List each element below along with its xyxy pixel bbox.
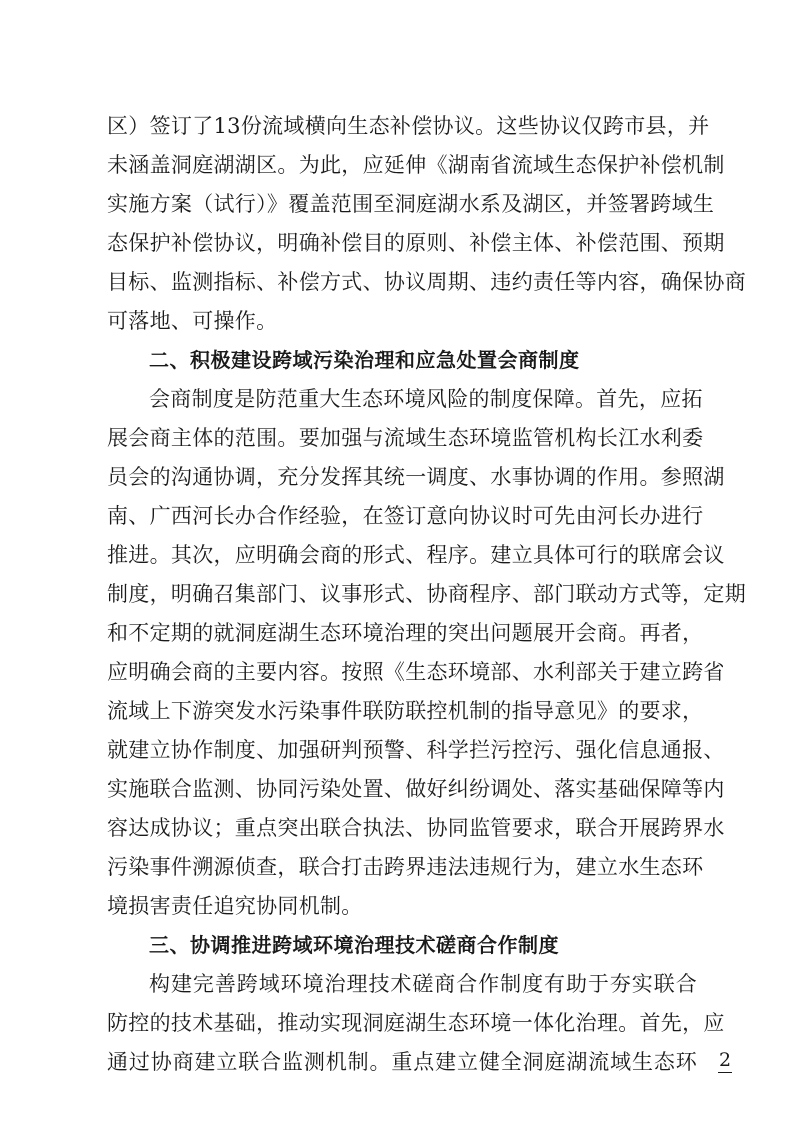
paragraph-2-line-13: 污染事件溯源侦查，联合打击跨界违法违规行为，建立水生态环 xyxy=(107,855,704,879)
paragraph-2-line-14: 境损害责任追究协同机制。 xyxy=(107,894,363,918)
paragraph-2-line-5: 推进。其次，应明确会商的形式、程序。建立具体可行的联席会议 xyxy=(107,543,725,567)
paragraph-1-line-3: 实施方案（试行）》覆盖范围至洞庭湖水系及湖区，并签署跨域生 xyxy=(107,192,715,216)
paragraph-2-line-7: 和不定期的就洞庭湖生态环境治理的突出问题展开会商。再者， xyxy=(107,621,704,645)
section-heading-3: 三、协调推进跨域环境治理技术磋商合作制度 xyxy=(149,933,559,957)
paragraph-1-line-2: 未涵盖洞庭湖湖区。为此，应延伸《湖南省流域生态保护补偿机制 xyxy=(107,153,725,177)
paragraph-3-line-2: 防控的技术基础，推动实现洞庭湖生态环境一体化治理。首先，应 xyxy=(107,1011,725,1035)
paragraph-1-line-5: 目标、监测指标、补偿方式、协议周期、违约责任等内容，确保协商 xyxy=(107,270,746,294)
paragraph-2-line-10: 就建立协作制度、加强研判预警、科学拦污控污、强化信息通报、 xyxy=(107,738,725,762)
paragraph-2-line-11: 实施联合监测、协同污染处置、做好纠纷调处、落实基础保障等内 xyxy=(107,777,725,801)
paragraph-1-line-4: 态保护补偿协议，明确补偿目的原则、补偿主体、补偿范围、预期 xyxy=(107,231,725,255)
paragraph-2-line-12: 容达成协议；重点突出联合执法、协同监管要求，联合开展跨界水 xyxy=(107,816,725,840)
paragraph-2-line-3: 员会的沟通协调，充分发挥其统一调度、水事协调的作用。参照湖 xyxy=(107,465,725,489)
paragraph-2-line-9: 流域上下游突发水污染事件联防联控机制的指导意见》的要求， xyxy=(107,699,704,723)
page-number: 2 xyxy=(719,1049,732,1071)
paragraph-2-line-4: 南、广西河长办合作经验，在签订意向协议时可先由河长办进行 xyxy=(107,504,704,528)
paragraph-1-line-1: 区）签订了13份流域横向生态补偿协议。这些协议仅跨市县，并 xyxy=(107,114,710,138)
paragraph-1-line-6: 可落地、可操作。 xyxy=(107,309,278,333)
section-heading-2: 二、积极建设跨域污染治理和应急处置会商制度 xyxy=(149,348,580,372)
paragraph-2-line-2: 展会商主体的范围。要加强与流域生态环境监管机构长江水利委 xyxy=(107,426,704,450)
paragraph-2-line-6: 制度，明确召集部门、议事形式、协商程序、部门联动方式等，定期 xyxy=(107,582,746,606)
paragraph-3-line-3: 通过协商建立联合监测机制。重点建立健全洞庭湖流域生态环 xyxy=(107,1050,697,1074)
paragraph-3-line-1: 构建完善跨域环境治理技术磋商合作制度有助于夯实联合 xyxy=(149,972,697,996)
paragraph-2-line-1: 会商制度是防范重大生态环境风险的制度保障。首先，应拓 xyxy=(149,387,703,411)
paragraph-2-line-8: 应明确会商的主要内容。按照《生态环境部、水利部关于建立跨省 xyxy=(107,660,725,684)
